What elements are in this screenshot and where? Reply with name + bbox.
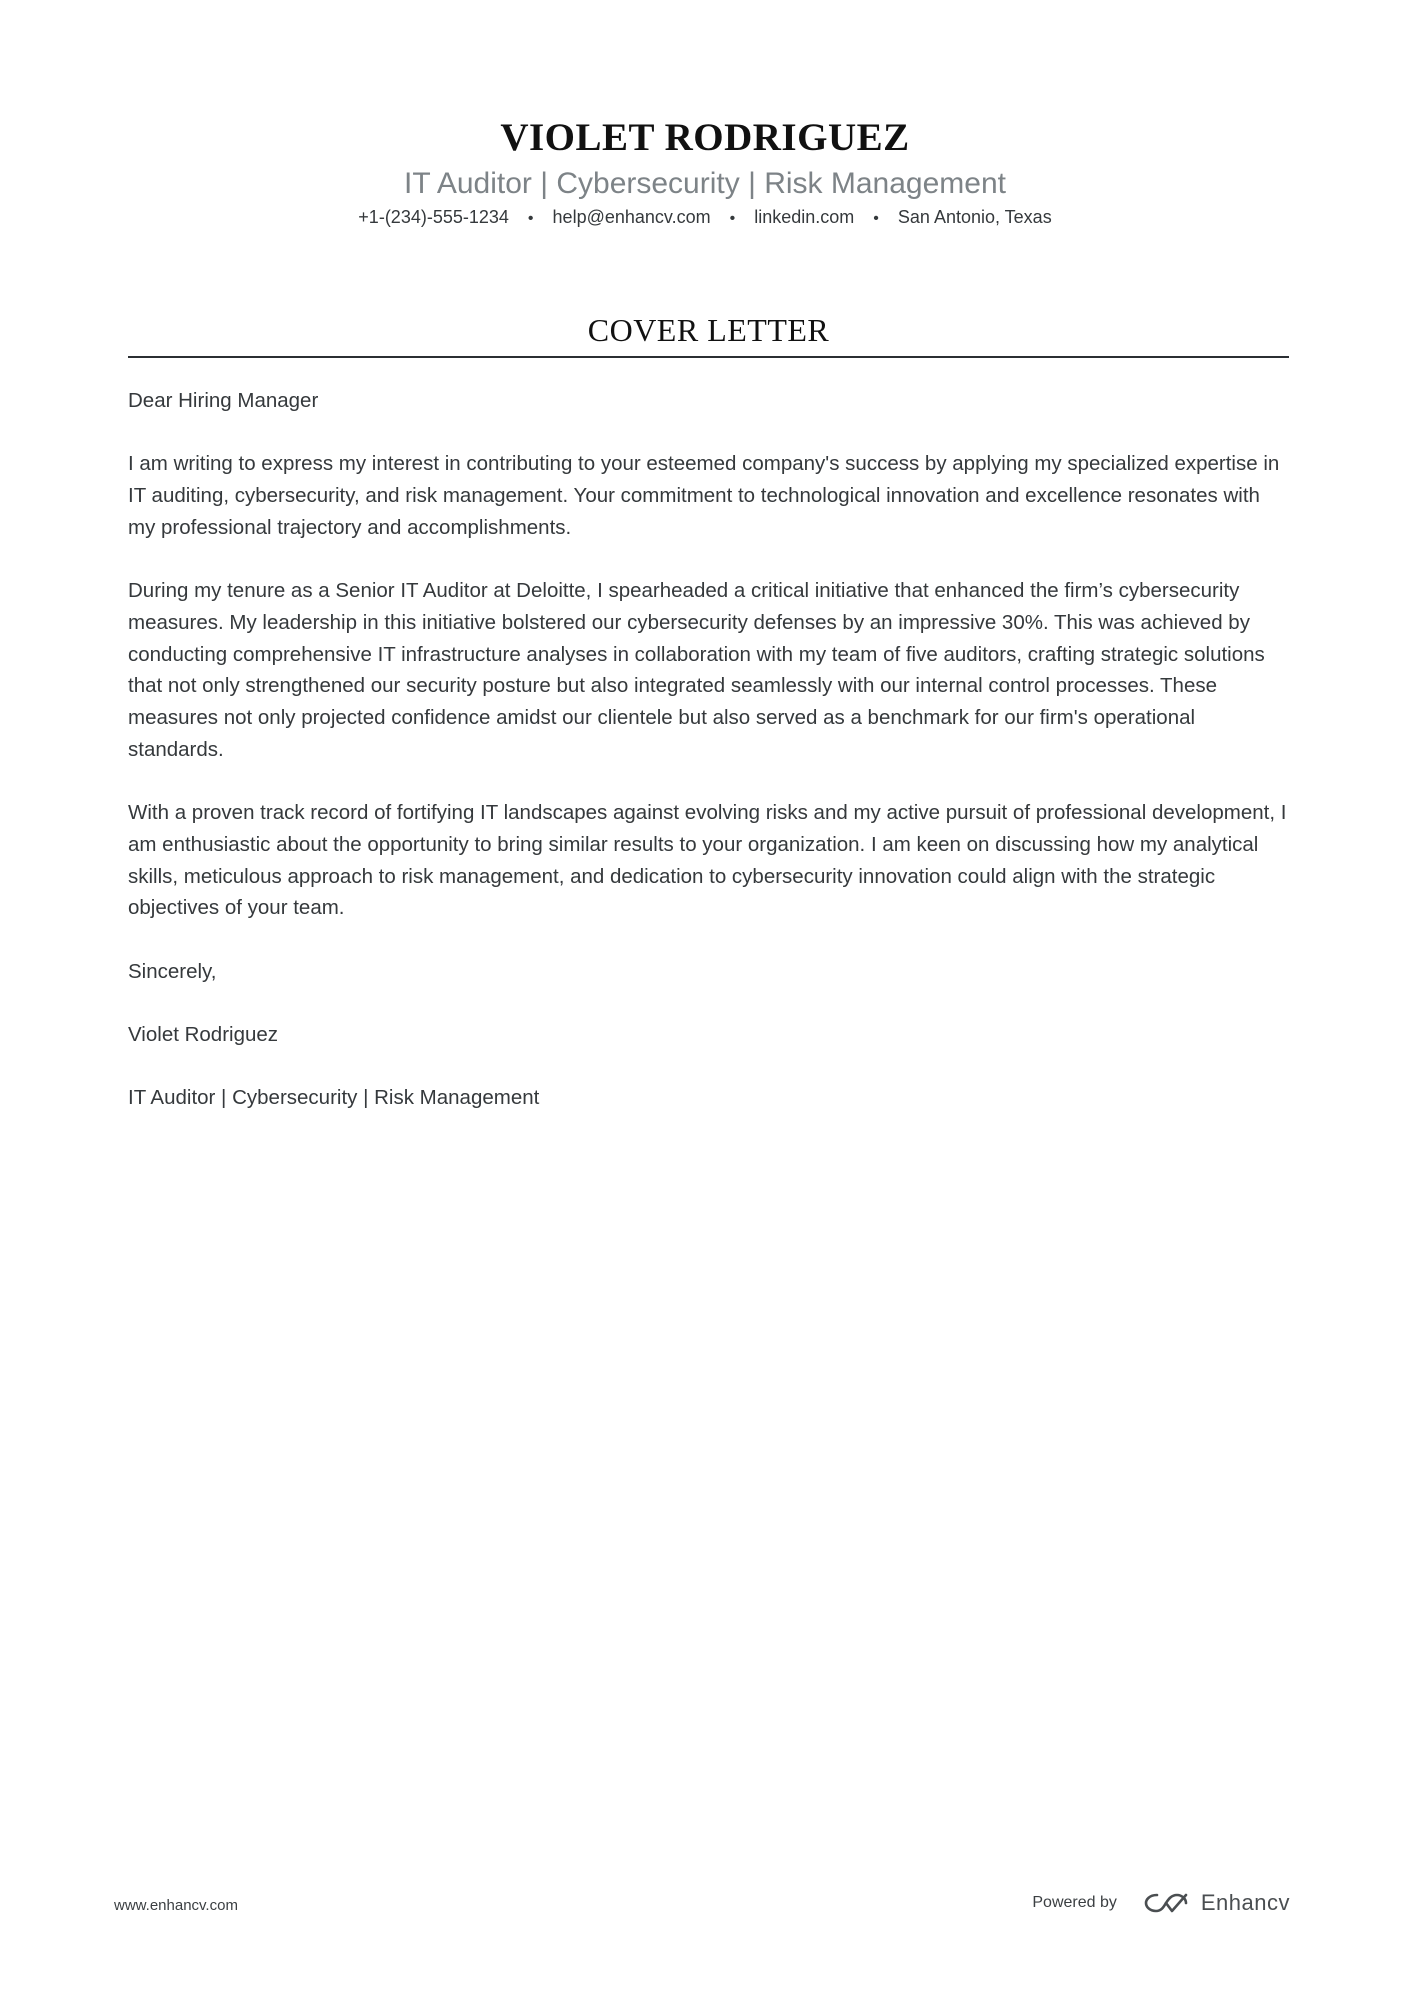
applicant-name: VIOLET RODRIGUEZ <box>500 116 910 159</box>
letter-paragraph: During my tenure as a Senior IT Auditor at Deloitte, I spearheaded a critical initiative that enhanced the firm’s cybersecurity measures. My leadership in this initiative bolstered our cybersecurity defenses by an impressive 30%. This was achieved by conducting comprehensive IT infrastructure analyses in collaboration with my team of five auditors, crafting strategic solutions that not only strengthened our security posture but also integrated seamlessly with our internal control processes. These measures not only projected confidence amidst our clientele but also served as a benchmark for our firm's operational standards. <box>128 579 1265 761</box>
contact-separator: • <box>729 210 736 227</box>
footer-branding <box>1032 1886 1290 1920</box>
applicant-headline: IT Auditor | Cybersecurity | Risk Management <box>404 167 1006 200</box>
letter-greeting: Dear Hiring Manager <box>128 389 319 412</box>
powered-by-label: Powered by <box>1032 1894 1117 1911</box>
section-title: COVER LETTER <box>587 312 830 348</box>
footer-website: www.enhancv.com <box>114 1897 238 1914</box>
letter-body <box>128 385 1289 1146</box>
letter-paragraph: With a proven track record of fortifying IT landscapes against evolving risks and my active pursuit of professional development, I am enthusiastic about the opportunity to bring similar results to your organization. I am keen on discussing how my analytical skills, meticulous approach to risk management, and dedication to cybersecurity innovation could align with the strategic objectives of your team. <box>128 801 1287 920</box>
letter-closing: Sincerely, <box>128 959 217 983</box>
letter-paragraph: I am writing to express my interest in contributing to your esteemed company's success by applying my specialized expertise in IT auditing, cybersecurity, and risk management. Your commitment to technological innovation and excellence resonates with my professional trajectory and accomplishments. <box>128 452 1280 539</box>
section-divider <box>128 356 1289 358</box>
contact-separator: • <box>527 210 534 227</box>
signature-name: Violet Rodriguez <box>128 1022 279 1046</box>
contact-location: San Antonio, Texas <box>897 207 1052 227</box>
enhancv-logo-icon <box>1143 1891 1189 1915</box>
contact-phone: +1-(234)-555-1234 <box>358 207 509 227</box>
contact-line <box>0 204 1410 232</box>
enhancv-brand-name: Enhancv <box>1200 1890 1290 1915</box>
contact-linkedin: linkedin.com <box>754 207 855 227</box>
contact-separator: • <box>873 210 879 227</box>
letter-header <box>0 112 1410 232</box>
contact-email: help@enhancv.com <box>552 207 711 227</box>
signature-title: IT Auditor | Cybersecurity | Risk Management <box>128 1086 540 1110</box>
